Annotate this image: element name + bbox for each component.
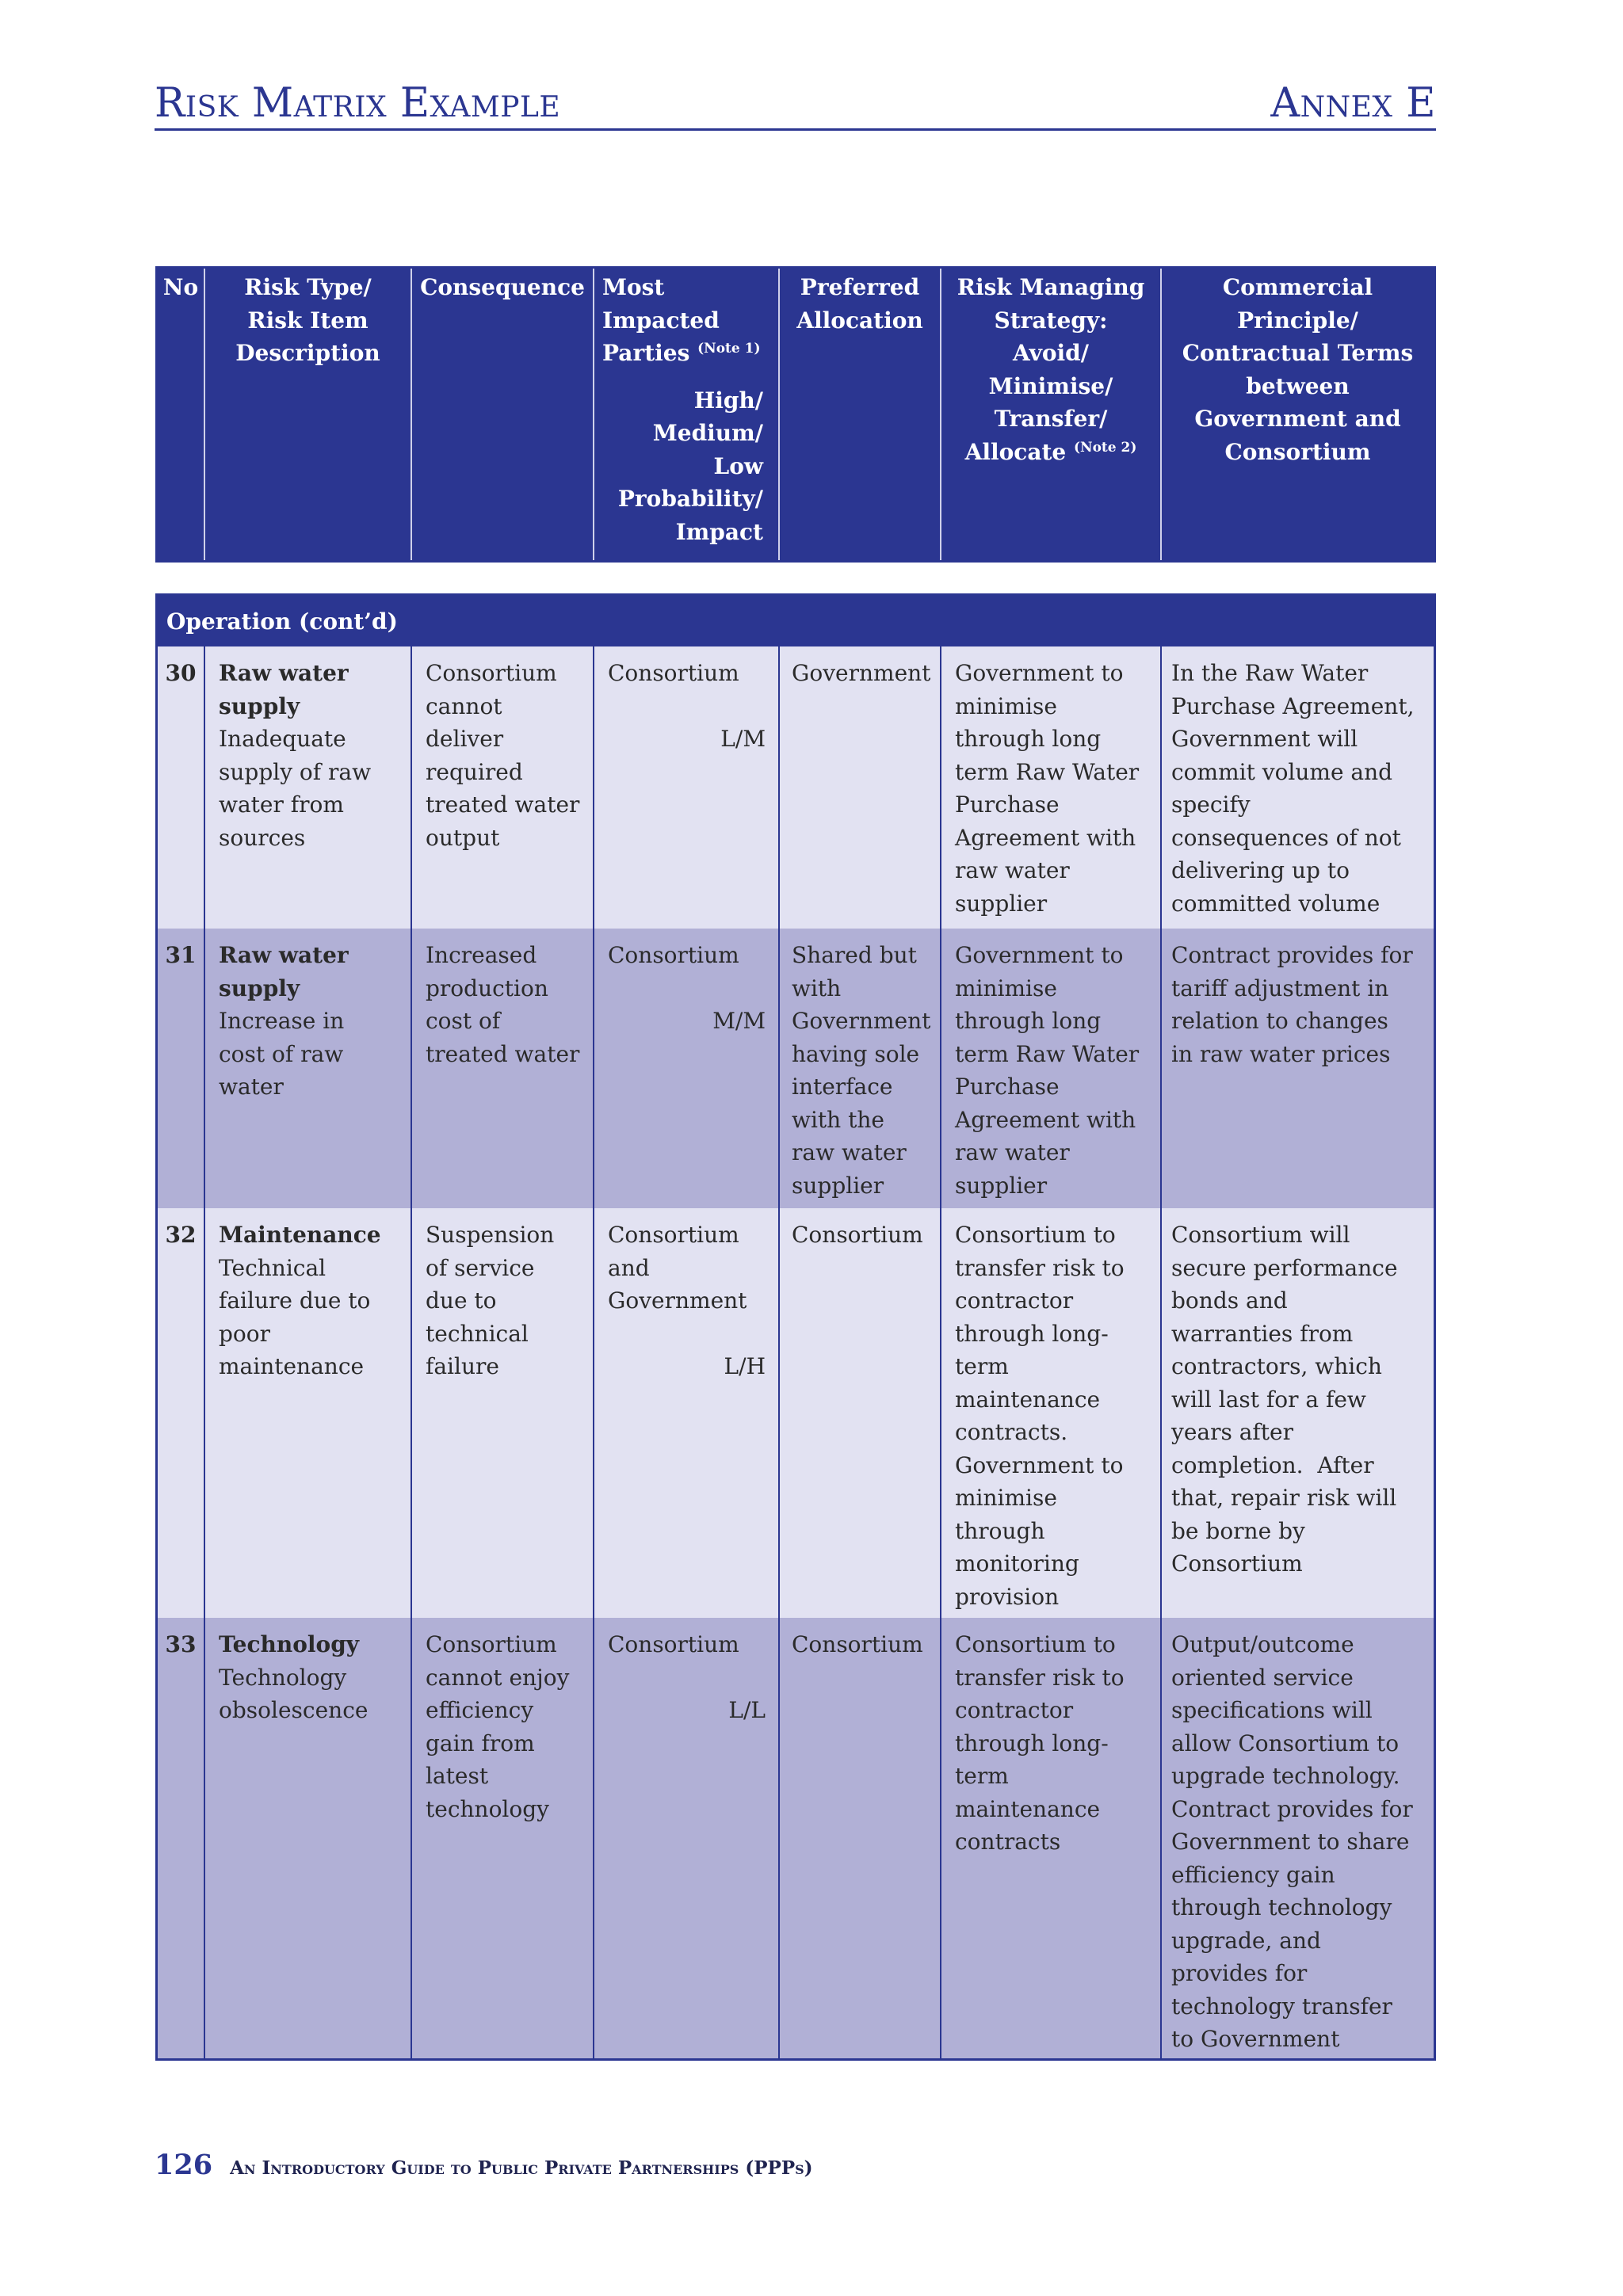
preferred-allocation-cell: Consortium <box>780 1618 940 2058</box>
risk-item-description: Inadequate supply of raw water from sources <box>219 726 372 851</box>
risk-type-cell <box>205 646 411 929</box>
risk-item-description: Technology obsolescence <box>219 1664 369 1723</box>
header-strategy-note: (Note 2) <box>1073 439 1137 456</box>
header-risk-managing-strategy <box>941 269 1160 560</box>
risk-type-title: Raw water supply <box>219 660 349 719</box>
risk-strategy-cell: Consortium to transfer risk to contractor through long- term maintenance contracts <box>941 1618 1160 2058</box>
risk-strategy-cell: Government to minimise through long term Raw Water Purchase Agreement with raw water supplier <box>941 646 1160 929</box>
annex-label: Annex E <box>1270 80 1436 127</box>
impacted-parties: Consortium <box>608 660 739 686</box>
risk-type-title: Raw water supply <box>219 942 349 1001</box>
risk-type-title: Technology <box>219 1631 360 1657</box>
risk-strategy-cell: Government to minimise through long term Raw Water Purchase Agreement with raw water supplier <box>941 929 1160 1208</box>
publication-title: An Introductory Guide to Public Private Partnerships (PPPs) <box>230 2157 813 2179</box>
consequence-cell: Suspension of service due to technical failure <box>412 1208 593 1618</box>
impacted-parties-cell <box>594 1618 778 2058</box>
header-rule <box>155 128 1436 131</box>
risk-matrix-body <box>155 593 1436 2061</box>
commercial-terms-cell: In the Raw Water Purchase Agreement, Government will commit volume and specify consequences of not delivering up to committed volume <box>1162 646 1434 929</box>
preferred-allocation-cell: Consortium <box>780 1208 940 1618</box>
header-most-impacted-parties <box>594 269 778 560</box>
impacted-parties-cell <box>594 646 778 929</box>
header-parties-note: (Note 1) <box>697 341 761 357</box>
header-commercial-terms: Commercial Principle/ Contractual Terms between Government and Consortium <box>1162 269 1434 560</box>
row-number: 32 <box>158 1208 204 1618</box>
row-number: 31 <box>158 929 204 1208</box>
probability-impact-rating: M/M <box>712 1008 766 1034</box>
risk-matrix-header <box>155 266 1436 563</box>
header-probability-impact-scale: High/ Medium/ Low Probability/ Impact <box>617 387 763 545</box>
row-number: 30 <box>158 646 204 929</box>
preferred-allocation-cell: Shared but with Government having sole interface with the raw water supplier <box>780 929 940 1208</box>
header-consequence: Consequence <box>412 269 593 560</box>
header-no: No <box>158 269 204 560</box>
consequence-cell: Consortium cannot deliver required treated water output <box>412 646 593 929</box>
header-risk-type: Risk Type/ Risk Item Description <box>205 269 411 560</box>
probability-impact-rating: L/M <box>720 726 766 752</box>
impacted-parties-cell <box>594 1208 778 1618</box>
probability-impact-rating: L/L <box>728 1697 766 1723</box>
header-preferred-allocation: Preferred Allocation <box>780 269 940 560</box>
risk-type-cell <box>205 1208 411 1618</box>
impacted-parties: Consortium <box>608 1631 739 1657</box>
commercial-terms-cell: Contract provides for tariff adjustment in relation to changes in raw water prices <box>1162 929 1434 1208</box>
impacted-parties-cell <box>594 929 778 1208</box>
commercial-terms-cell: Output/outcome oriented service specifications will allow Consortium to upgrade technology. Contract provides for Government to share efficiency gain through technology upgrade, and provides for technology transfer to Government <box>1162 1618 1434 2058</box>
header-strategy-label: Risk Managing Strategy: Avoid/ Minimise/ Transfer/ Allocate <box>957 274 1145 465</box>
page-title: Risk Matrix Example <box>155 80 561 127</box>
risk-item-description: Increase in cost of raw water <box>219 1008 345 1100</box>
risk-type-title: Maintenance <box>219 1222 381 1248</box>
risk-item-description: Technical failure due to poor maintenance <box>219 1254 371 1379</box>
page-number: 126 <box>155 2149 213 2181</box>
section-title: Operation (cont’d) <box>158 596 1434 646</box>
consequence-cell: Increased production cost of treated water <box>412 929 593 1208</box>
risk-type-cell <box>205 1618 411 2058</box>
header-parties-label: Most Impacted Parties <box>602 274 720 366</box>
impacted-parties: Consortium <box>608 942 739 968</box>
row-number: 33 <box>158 1618 204 2058</box>
risk-type-cell <box>205 929 411 1208</box>
page-footer <box>155 2151 813 2179</box>
preferred-allocation-cell: Government <box>780 646 940 929</box>
consequence-cell: Consortium cannot enjoy efficiency gain from latest technology <box>412 1618 593 2058</box>
risk-strategy-cell: Consortium to transfer risk to contractor through long- term maintenance contracts. Government to minimise through monitoring provision <box>941 1208 1160 1618</box>
impacted-parties: Consortium and Government <box>608 1222 747 1314</box>
probability-impact-rating: L/H <box>724 1353 766 1379</box>
commercial-terms-cell: Consortium will secure performance bonds and warranties from contractors, which will last for a few years after completion. After that, repair risk will be borne by Consortium <box>1162 1208 1434 1618</box>
header-parties-label-block <box>602 271 763 370</box>
